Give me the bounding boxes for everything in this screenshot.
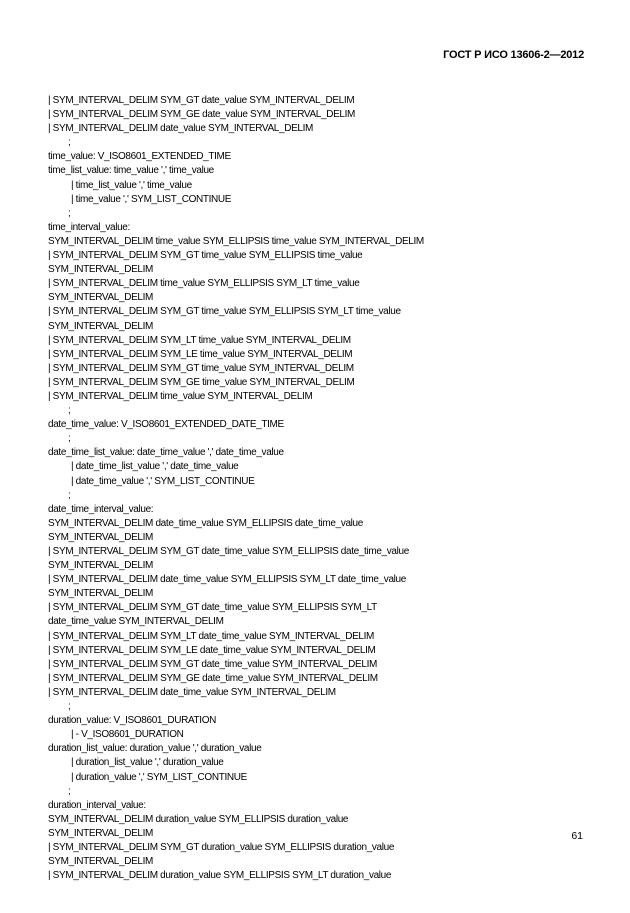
grammar-line: time_list_value: time_value ',' time_value	[48, 165, 214, 177]
grammar-line: ;	[68, 785, 71, 797]
grammar-line: | SYM_INTERVAL_DELIM time_value SYM_ELLIPSIS SYM_LT time_value	[48, 278, 360, 290]
grammar-line: time_value: V_ISO8601_EXTENDED_TIME	[48, 151, 231, 163]
grammar-line: | SYM_INTERVAL_DELIM SYM_GE time_value SYM_INTERVAL_DELIM	[48, 376, 355, 388]
grammar-line: | SYM_INTERVAL_DELIM SYM_GE date_value SYM_INTERVAL_DELIM	[48, 109, 356, 121]
grammar-line: SYM_INTERVAL_DELIM	[48, 560, 154, 572]
grammar-line: | date_time_value ',' SYM_LIST_CONTINUE	[71, 475, 255, 487]
grammar-line: date_time_value SYM_INTERVAL_DELIM	[48, 616, 224, 628]
grammar-line: SYM_INTERVAL_DELIM	[48, 264, 154, 276]
grammar-line: ;	[68, 433, 71, 445]
grammar-line: | SYM_INTERVAL_DELIM SYM_LE time_value SYM_INTERVAL_DELIM	[48, 348, 353, 360]
grammar-line: SYM_INTERVAL_DELIM	[48, 588, 154, 600]
grammar-line: date_time_list_value: date_time_value ',' date_time_value	[48, 447, 284, 459]
grammar-line: ;	[68, 489, 71, 501]
grammar-line: | duration_value ',' SYM_LIST_CONTINUE	[71, 771, 247, 783]
grammar-line: SYM_INTERVAL_DELIM	[48, 320, 154, 332]
page-number: 61	[571, 830, 583, 842]
grammar-line: | date_time_list_value ',' date_time_value	[71, 461, 239, 473]
grammar-line: | SYM_INTERVAL_DELIM SYM_GT date_value SYM_INTERVAL_DELIM	[48, 95, 355, 106]
grammar-line: | time_value ',' SYM_LIST_CONTINUE	[71, 193, 232, 205]
grammar-line: | SYM_INTERVAL_DELIM SYM_LT time_value SYM_INTERVAL_DELIM	[48, 334, 351, 346]
grammar-line: SYM_INTERVAL_DELIM duration_value SYM_ELLIPSIS duration_value	[48, 813, 349, 825]
grammar-line: date_time_value: V_ISO8601_EXTENDED_DATE_TIME	[48, 419, 284, 431]
grammar-line: | SYM_INTERVAL_DELIM SYM_LT date_time_value SYM_INTERVAL_DELIM	[48, 630, 375, 642]
grammar-line: SYM_INTERVAL_DELIM	[48, 531, 154, 543]
grammar-line: | SYM_INTERVAL_DELIM SYM_LE date_time_value SYM_INTERVAL_DELIM	[48, 644, 376, 656]
grammar-line: | duration_list_value ',' duration_value	[71, 757, 224, 769]
grammar-line: | SYM_INTERVAL_DELIM SYM_GE date_time_value SYM_INTERVAL_DELIM	[48, 672, 378, 684]
grammar-line: time_interval_value:	[48, 221, 130, 233]
grammar-line: SYM_INTERVAL_DELIM	[48, 827, 154, 839]
grammar-line: | SYM_INTERVAL_DELIM SYM_GT date_time_value SYM_ELLIPSIS date_time_value	[48, 546, 409, 557]
grammar-line: | SYM_INTERVAL_DELIM date_time_value SYM_INTERVAL_DELIM	[48, 686, 336, 698]
grammar-line: duration_value: V_ISO8601_DURATION	[48, 715, 217, 727]
grammar-line: SYM_INTERVAL_DELIM date_time_value SYM_ELLIPSIS date_time_value	[48, 517, 363, 529]
grammar-line: | - V_ISO8601_DURATION	[71, 729, 184, 741]
grammar-line: duration_list_value: duration_value ',' duration_value	[48, 743, 262, 755]
grammar-line: | SYM_INTERVAL_DELIM SYM_GT date_time_value SYM_INTERVAL_DELIM	[48, 658, 377, 670]
grammar-line: ;	[68, 207, 71, 219]
grammar-line: ;	[68, 137, 71, 149]
grammar-line: ;	[68, 701, 71, 713]
grammar-line: | SYM_INTERVAL_DELIM SYM_GT time_value SYM_ELLIPSIS time_value	[48, 250, 363, 262]
grammar-line: | time_list_value ',' time_value	[71, 179, 192, 191]
grammar-line: | SYM_INTERVAL_DELIM date_value SYM_INTERVAL_DELIM	[48, 123, 314, 135]
grammar-line: | SYM_INTERVAL_DELIM SYM_GT time_value SYM_ELLIPSIS SYM_LT time_value	[48, 306, 401, 318]
grammar-line: | SYM_INTERVAL_DELIM time_value SYM_INTERVAL_DELIM	[48, 390, 313, 402]
grammar-line: duration_interval_value:	[48, 799, 146, 811]
grammar-listing	[48, 94, 588, 883]
grammar-line: SYM_INTERVAL_DELIM	[48, 292, 154, 304]
grammar-line: date_time_interval_value:	[48, 503, 154, 515]
grammar-line: | SYM_INTERVAL_DELIM SYM_GT date_time_value SYM_ELLIPSIS SYM_LT	[48, 602, 377, 614]
grammar-line: ;	[68, 405, 71, 417]
document-header: ГОСТ Р ИСО 13606-2—2012	[443, 49, 584, 61]
grammar-line: SYM_INTERVAL_DELIM time_value SYM_ELLIPSIS time_value SYM_INTERVAL_DELIM	[48, 235, 424, 247]
grammar-line: | SYM_INTERVAL_DELIM duration_value SYM_ELLIPSIS SYM_LT duration_value	[48, 870, 392, 882]
grammar-line: SYM_INTERVAL_DELIM	[48, 856, 154, 868]
grammar-line: | SYM_INTERVAL_DELIM SYM_GT time_value SYM_INTERVAL_DELIM	[48, 362, 354, 374]
grammar-line: | SYM_INTERVAL_DELIM SYM_GT duration_value SYM_ELLIPSIS duration_value	[48, 841, 395, 853]
grammar-line: | SYM_INTERVAL_DELIM date_time_value SYM_ELLIPSIS SYM_LT date_time_value	[48, 574, 406, 586]
